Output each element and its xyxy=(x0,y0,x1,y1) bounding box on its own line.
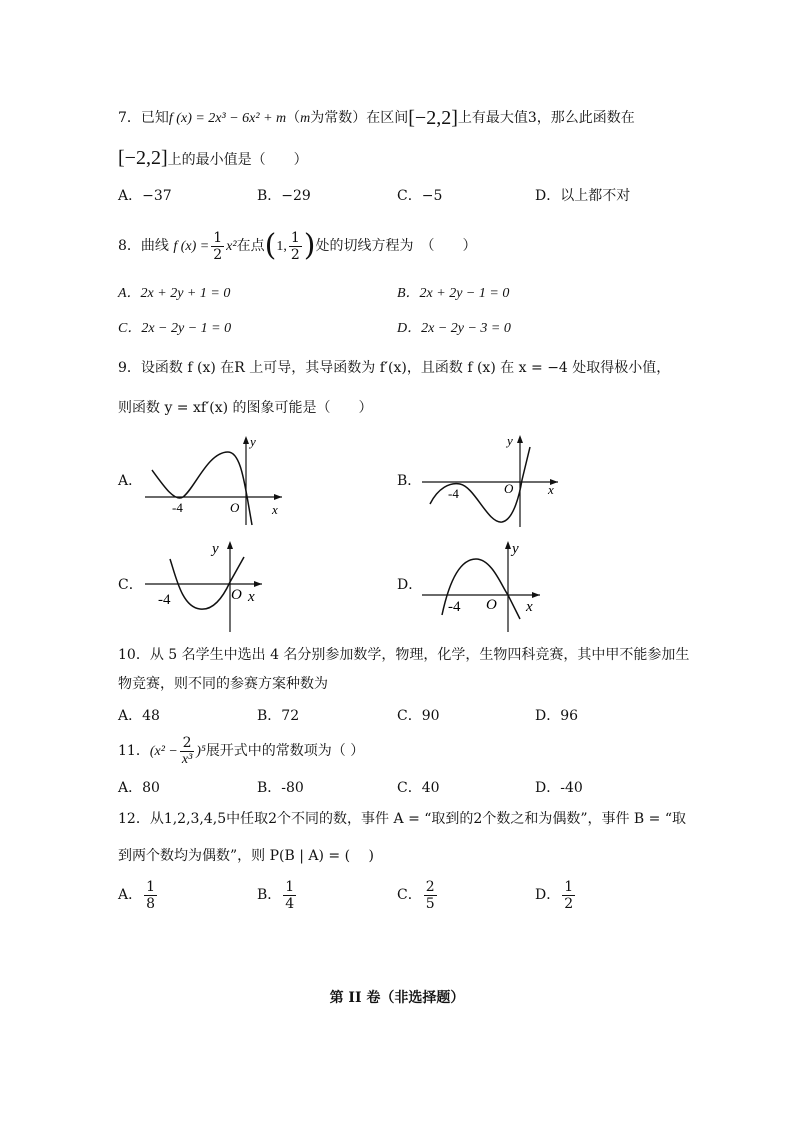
q8-option-a: A．2x + 2y + 1 = 0 xyxy=(118,286,231,301)
q10-option-c: C．90 xyxy=(397,708,440,724)
q7-option-a: A．−37 xyxy=(118,188,172,204)
section-title: 第 II 卷（非选择题） xyxy=(329,990,465,1006)
q8-formula-rhs: x² xyxy=(226,239,237,254)
x-axis-arrow xyxy=(532,592,540,598)
q8-point-num: 1 xyxy=(290,229,300,246)
q12-option-d xyxy=(535,875,577,915)
y-label: y xyxy=(512,541,519,557)
q8-paren-close: ) xyxy=(303,228,316,263)
tick-label: -4 xyxy=(172,500,183,515)
q8-prefix: 8．曲线 xyxy=(118,238,169,254)
y-axis-arrow xyxy=(517,435,523,443)
x-label: x xyxy=(526,599,533,615)
q9-label-d: D． xyxy=(397,577,423,593)
q12-option-d-den: 2 xyxy=(564,895,574,912)
q8-point-fraction xyxy=(289,230,302,263)
q11-line xyxy=(118,733,364,770)
q9-line1: 9．设函数 f (x) 在R 上可导，其导函数为 f′(x)，且函数 f (x) 在 x = −4 处取得极小值， xyxy=(118,360,671,376)
q7-suffix: 上有最大值3，那么此函数在 xyxy=(457,110,635,126)
q7-formula: f (x) = 2x³ − 6x² + m xyxy=(168,111,287,126)
q12-option-c-num: 2 xyxy=(425,878,435,895)
q11-option-d: D．-40 xyxy=(535,780,583,796)
q7-m: m xyxy=(300,111,311,126)
q11-close: )⁵ xyxy=(196,744,206,759)
q12-option-c xyxy=(397,875,439,915)
q11-frac-num: 2 xyxy=(180,735,194,752)
q12-option-c-label: C． xyxy=(397,887,422,903)
q9-graph-a xyxy=(140,430,290,530)
q8-fraction xyxy=(211,230,224,263)
q8-point-den: 2 xyxy=(290,246,300,263)
origin-label: O xyxy=(504,481,514,496)
q12-line1: 12．从1,2,3,4,5中任取2个不同的数，事件 A = “取到的2个数之和为偶数”，事件 B = “取 xyxy=(118,811,686,827)
q12-option-b-num: 1 xyxy=(285,878,295,895)
q12-option-a-fraction xyxy=(144,879,157,912)
q8-option-d: D．2x − 2y − 3 = 0 xyxy=(397,321,511,336)
y-label: y xyxy=(212,541,219,557)
q12-option-a-num: 1 xyxy=(146,878,156,895)
q12-option-a-label: A． xyxy=(118,887,143,903)
q10-line1: 10．从 5 名学生中选出 4 名分别参加数学，物理，化学，生物四科竞赛，其中甲不能参加生 xyxy=(118,647,690,663)
curve xyxy=(430,447,530,522)
q12-option-b-fraction xyxy=(283,879,296,912)
y-axis-arrow xyxy=(243,436,249,444)
q10-option-b: B．72 xyxy=(257,708,300,724)
x-axis-arrow xyxy=(254,581,262,587)
q11-frac-den: x³ xyxy=(181,751,193,767)
q8-point-x: 1, xyxy=(276,239,287,254)
origin-label: O xyxy=(486,597,497,613)
q7-line2 xyxy=(118,148,308,170)
q11-suffix: 展开式中的常数项为（ ） xyxy=(205,743,365,759)
q11-option-b: B．-80 xyxy=(257,780,304,796)
q12-option-c-den: 5 xyxy=(425,895,435,912)
q8-formula-lhs: f (x) = xyxy=(173,239,210,254)
q8-line xyxy=(118,226,476,267)
q10-option-a: A．48 xyxy=(118,708,160,724)
q9-graph-c xyxy=(140,537,290,637)
origin-label: O xyxy=(231,587,242,603)
q7-option-c: C．−5 xyxy=(397,188,443,204)
y-axis-arrow xyxy=(227,541,233,549)
tick-label: -4 xyxy=(448,599,461,615)
q7-option-d: D．以上都不对 xyxy=(535,188,631,204)
q12-option-d-fraction xyxy=(562,879,575,912)
q8-suffix: 处的切线方程为 （ ） xyxy=(315,238,477,254)
y-axis-arrow xyxy=(505,541,511,549)
q8-mid: 在点 xyxy=(236,238,265,254)
tick-label: -4 xyxy=(158,592,171,608)
q7-mid: （ xyxy=(286,110,301,126)
q10-line2: 物竞赛，则不同的参赛方案种数为 xyxy=(118,676,328,692)
q7-line2-suffix: 上的最小值是（ ） xyxy=(167,152,308,168)
x-axis-arrow xyxy=(274,494,282,500)
q10-option-d: D．96 xyxy=(535,708,579,724)
q8-option-b: B．2x + 2y − 1 = 0 xyxy=(397,286,510,301)
tick-label: -4 xyxy=(448,486,459,501)
q8-paren-open: ( xyxy=(264,228,277,263)
q12-option-a xyxy=(118,875,159,915)
q7-line1 xyxy=(118,108,635,129)
q11-option-a: A．80 xyxy=(118,780,160,796)
q11-option-c: C．40 xyxy=(397,780,440,796)
q9-label-c: C． xyxy=(118,577,143,593)
q9-label-a: A． xyxy=(118,473,143,489)
q9-graph-d xyxy=(420,537,570,637)
q9-line2: 则函数 y = xf′(x) 的图象可能是（ ） xyxy=(118,400,373,416)
q12-option-b xyxy=(257,875,298,915)
q12-option-b-label: B． xyxy=(257,887,282,903)
q7-interval: [−2,2] xyxy=(408,107,458,129)
q12-option-d-num: 1 xyxy=(564,878,574,895)
q8-frac-den: 2 xyxy=(213,246,223,263)
x-label: x xyxy=(272,502,278,517)
q11-prefix: 11． xyxy=(118,743,150,759)
q7-option-b: B．−29 xyxy=(257,188,311,204)
y-label: y xyxy=(507,433,513,448)
q12-line2: 到两个数均为偶数”，则 P(B | A) = ( ) xyxy=(118,848,374,864)
q8-frac-num: 1 xyxy=(213,229,223,246)
y-label: y xyxy=(250,434,256,449)
q7-interval-2: [−2,2] xyxy=(118,147,168,169)
q8-option-c: C．2x − 2y − 1 = 0 xyxy=(118,321,232,336)
q11-open: (x² − xyxy=(149,744,178,759)
x-label: x xyxy=(248,589,255,605)
q12-option-a-den: 8 xyxy=(146,895,156,912)
q12-option-b-den: 4 xyxy=(285,895,295,912)
q12-option-c-fraction xyxy=(424,879,437,912)
q12-option-d-label: D． xyxy=(535,887,561,903)
origin-label: O xyxy=(230,500,240,515)
q7-mid2: 为常数）在区间 xyxy=(310,110,409,126)
q9-label-b: B． xyxy=(397,473,422,489)
q11-fraction xyxy=(180,735,194,768)
q9-graph-b xyxy=(420,432,570,532)
x-label: x xyxy=(548,482,554,497)
q7-prefix: 7．已知 xyxy=(118,110,169,126)
